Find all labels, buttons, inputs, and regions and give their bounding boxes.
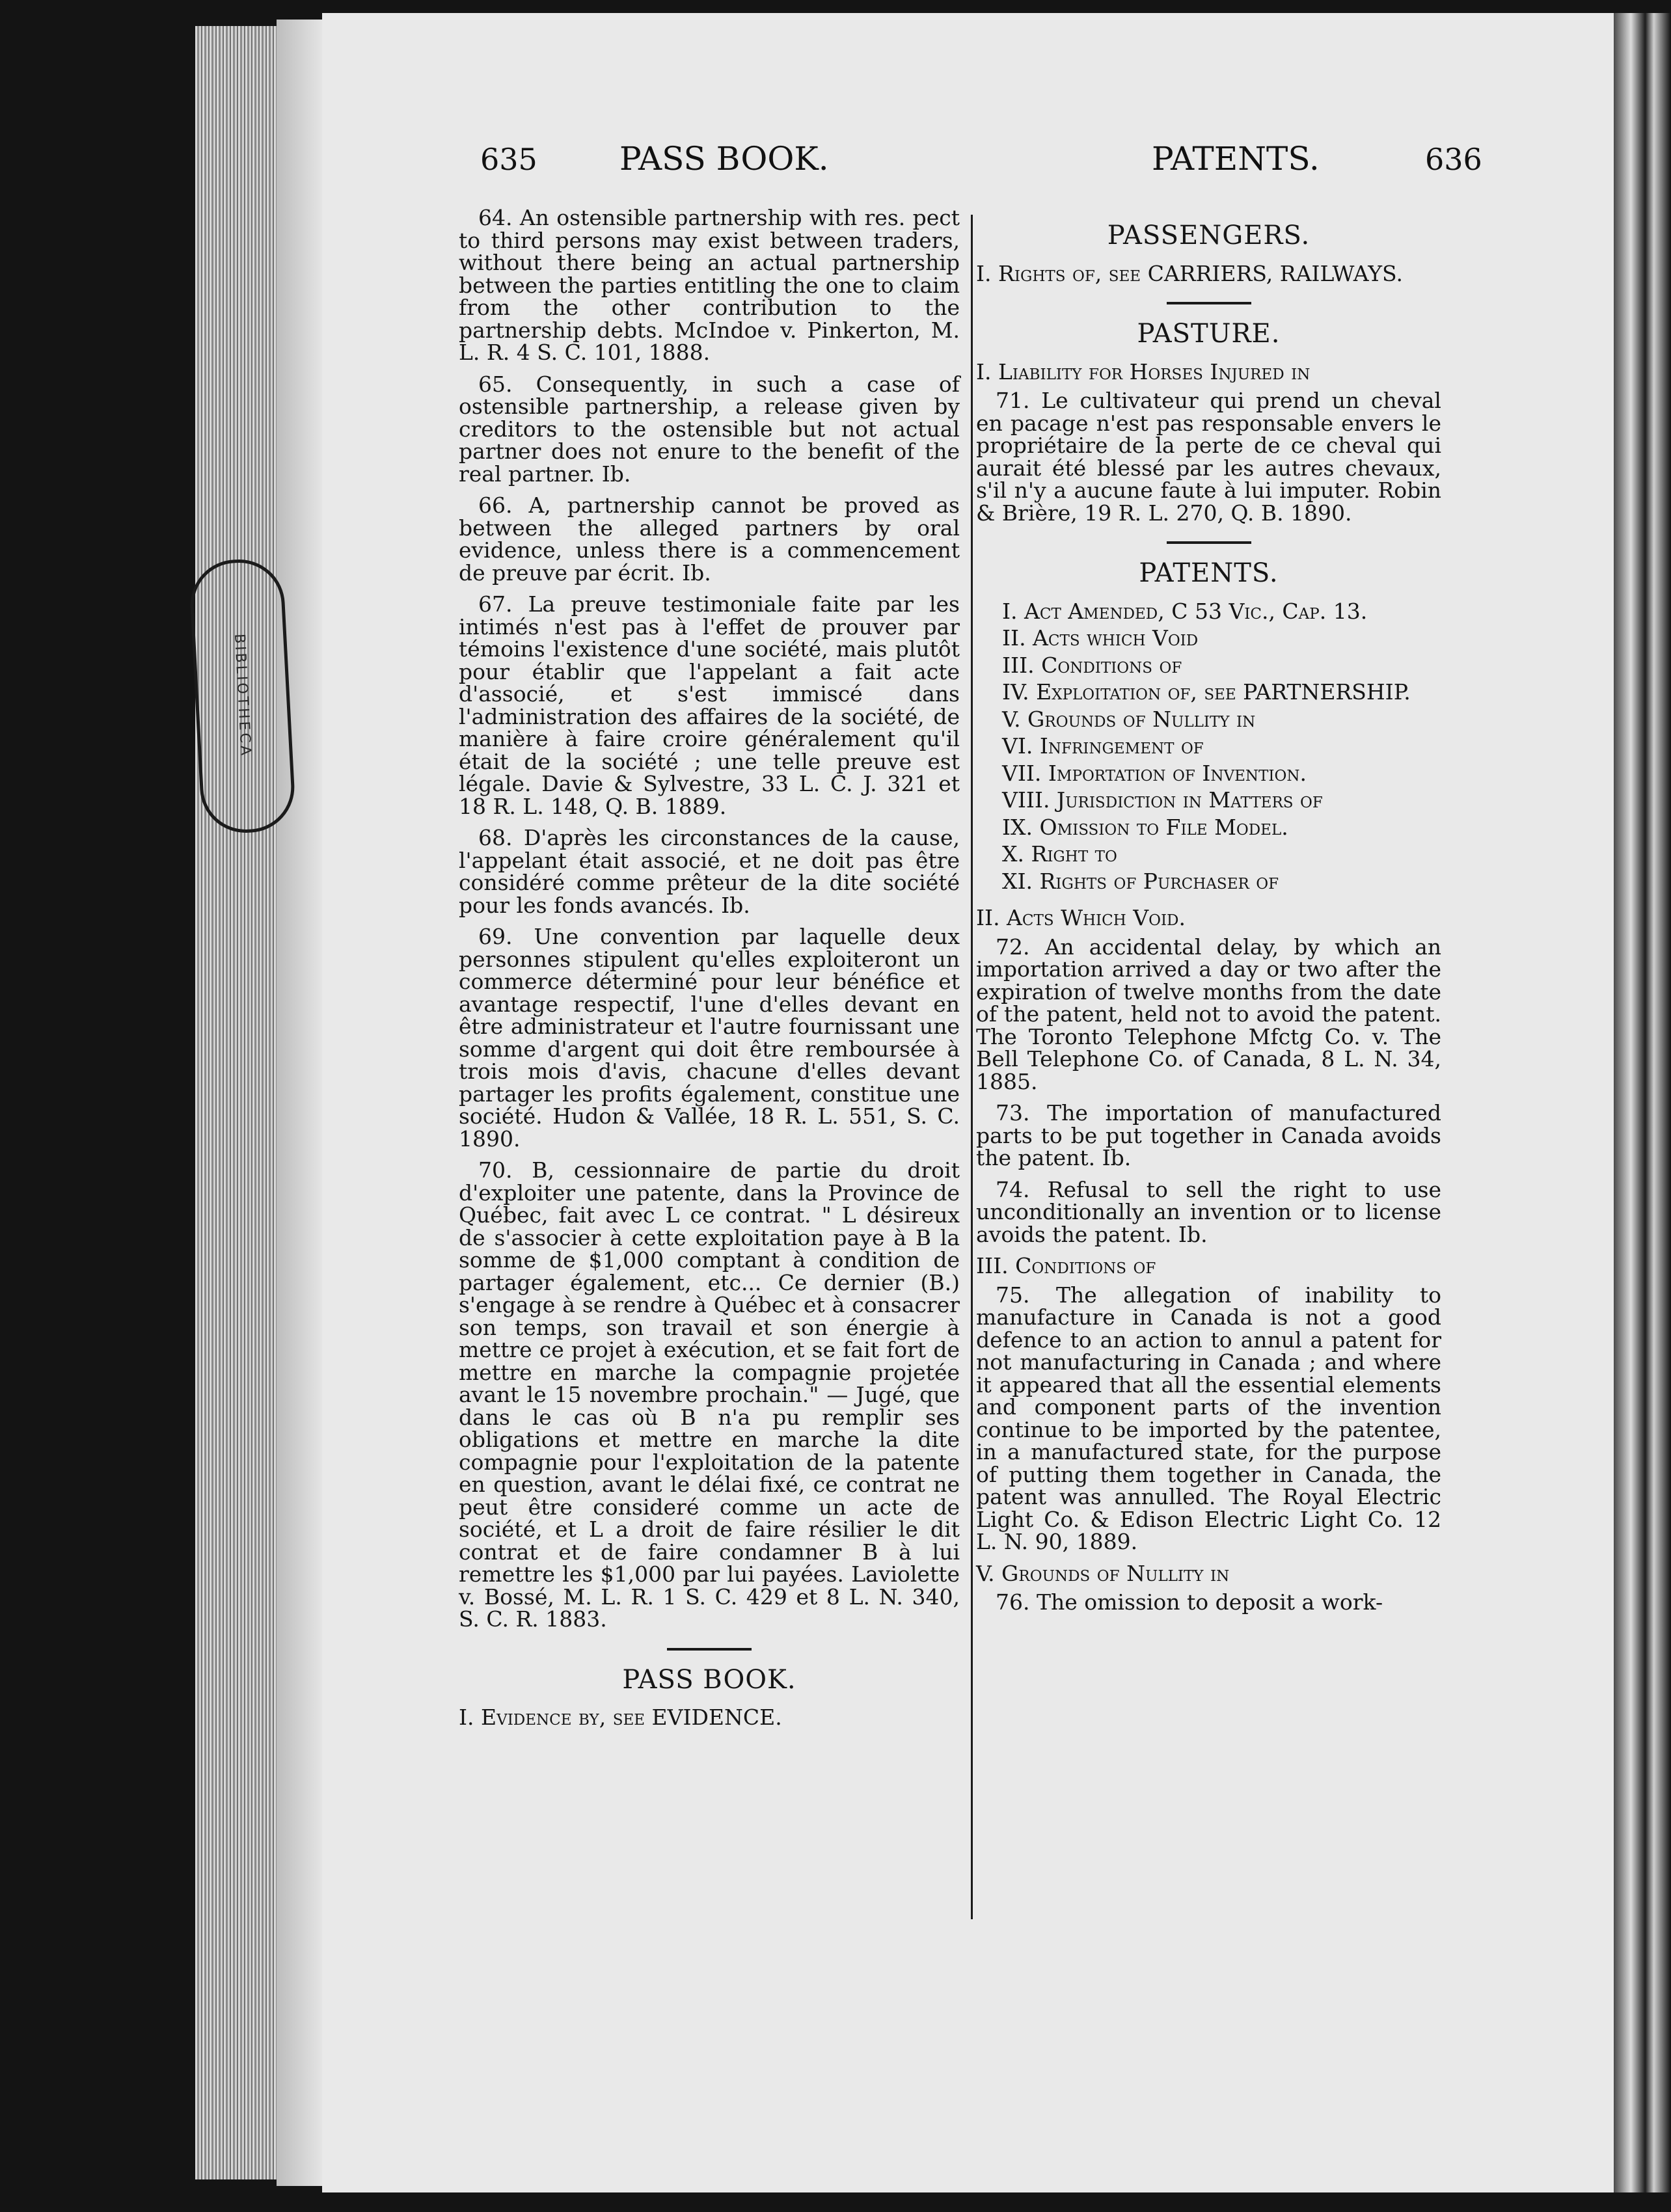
paragraph-69: 69. Une convention par laquelle deux personnes stipulent qu'elles exploiteront un commerce déterminé pour leur bénéfice et avantage respectif, l'une d'elles devant en être administrateur et l'autre fournissant une somme d'argent qui doit être remboursée à trois mois d'avis, chacune d'elles devant partager les profits également, constitue une société. Hudon & Vallée, 18 R. L. 551, S. C. 1890.: [459, 924, 960, 1152]
next-page-edge: [1614, 13, 1671, 2192]
paragraph-72: 72. An accidental delay, by which an importation arrived a day or two after the expiration of twelve months from the date of the patent, held not to avoid the patent. The Toronto Telephone Mfctg Co. v. The Bell Telephone Co. of Canada, 8 L. N. 34, 1885.: [976, 934, 1441, 1094]
index-item: XI. Rights of Purchaser of: [1002, 868, 1279, 894]
passengers-entry: I. Rights of, see CARRIERS, RAILWAYS.: [976, 260, 1403, 286]
left-running-title: PASS BOOK.: [619, 140, 829, 178]
patents-heading: PATENTS.: [1139, 558, 1279, 588]
pass-book-heading: PASS BOOK.: [622, 1664, 796, 1695]
index-item: IV. Exploitation of, see PARTNERSHIP.: [1002, 679, 1411, 705]
library-stamp: BIBLIOTHECA: [188, 557, 297, 835]
binding-gutter: [277, 20, 322, 2186]
paragraph-71: 71. Le cultivateur qui prend un cheval en pacage n'est pas responsable envers le propriétaire de la perte de ce cheval qui aurait été blessé par les autres chevaux, s'il n'y a aucune faute à lui imputer. Robin & Brière, 19 R. L. 270, Q. B. 1890.: [976, 388, 1441, 526]
paragraph-76: 76. The omission to deposit a work-: [996, 1589, 1383, 1615]
paragraph-74: 74. Refusal to sell the right to use unconditionally an invention or to license avoids the patent. Ib.: [976, 1176, 1441, 1247]
pass-book-entry: I. Evidence by, see EVIDENCE.: [459, 1705, 782, 1730]
section-rule: [1167, 541, 1251, 544]
right-page-number: 636: [1425, 142, 1482, 177]
paragraph-65: 65. Consequently, in such a case of ostensible partnership, a release given by creditors to the ostensible but not actual partner does not enure to the benefit of the real partner. Ib.: [459, 371, 960, 487]
paragraph-66: 66. A, partnership cannot be proved as between the alleged partners by oral evidence, unless there is a commencement de preuve par écrit. Ib.: [459, 492, 960, 586]
index-item: VI. Infringement of: [1002, 733, 1204, 759]
index-item: V. Grounds of Nullity in: [1002, 706, 1256, 732]
subheading-v: V. Grounds of Nullity in: [976, 1560, 1230, 1586]
section-rule: [667, 1648, 752, 1651]
right-running-title: PATENTS.: [1152, 140, 1320, 178]
paragraph-64: 64. An ostensible partnership with res. pect to third persons may exist between traders, without there being an actual partnership between the parties entitling the one to claim from the other contribution to the partnership debts. McIndoe v. Pinkerton, M. L. R. 4 S. C. 101, 1888.: [459, 205, 960, 365]
paragraph-68: 68. D'après les circonstances de la cause, l'appelant était associé, et ne doit pas être considéré comme prêteur de la dite société pour les fonds avancés. Ib.: [459, 825, 960, 918]
left-page-number: 635: [480, 142, 537, 177]
paragraph-67: 67. La preuve testimoniale faite par les intimés n'est pas à l'effet de prouver par témoins l'existence d'une société, mais plutôt pour établir que l'appelant a fait acte d'associé, et s'est immiscé dans l'administration des affaires de la société, de manière à faire croire généralement qu'il était de la société ; une telle preuve est légale. Davie & Sylvestre, 33 L. C. J. 321 et 18 R. L. 148, Q. B. 1889.: [459, 591, 960, 819]
index-item: IX. Omission to File Model.: [1002, 814, 1288, 840]
index-item: VII. Importation of Invention.: [1002, 760, 1307, 786]
index-item: VIII. Jurisdiction in Matters of: [1002, 787, 1323, 813]
passengers-heading: PASSENGERS.: [1107, 221, 1311, 250]
paragraph-70: 70. B, cessionnaire de partie du droit d'exploiter une patente, dans la Province de Québec, fait avec L ce contrat. " L désireux de s'associer à cette exploitation paye à B la somme de $1,000 comptant à condition de partager également, etc... Ce dernier (B.) s'engage à se rendre à Québec et à consacrer son temps, son travail et son énergie à mettre ce projet à exécution, et se fait fort de mettre en marche la compagnie projetée avant le 15 novembre prochain." — Jugé, que dans le cas où B n'a pu remplir ses obligations et mettre en marche la dite compagnie pour l'exploitation de la patente en question, avant le délai fixé, ce contrat ne peut être consideré comme un acte de société, et L a droit de faire résilier le dit contrat et de faire condamner B à lui remettre les $1,000 par lui payées. Laviolette v. Bossé, M. L. R. 1 S. C. 429 et 8 L. N. 340, S. C. R. 1883.: [459, 1157, 960, 1632]
index-item: II. Acts which Void: [1002, 625, 1199, 651]
section-rule: [1167, 302, 1251, 304]
pasture-entry: I. Liability for Horses Injured in: [976, 358, 1311, 384]
index-item: III. Conditions of: [1002, 652, 1182, 678]
pasture-heading: PASTURE.: [1137, 319, 1281, 349]
subheading-iii: III. Conditions of: [976, 1253, 1156, 1278]
paragraph-75: 75. The allegation of inability to manufacture in Canada is not a good defence to an action to annul a patent for not manufacturing in Canada ; and where it appeared that all the essential elements and component parts of the invention continue to be imported by the patentee, in a manufactured state, for the purpose of putting them together in Canada, the patent was annulled. The Royal Electric Light Co. & Edison Electric Light Co. 12 L. N. 90, 1889.: [976, 1282, 1441, 1554]
page-edge: [195, 26, 277, 2179]
right-column: [976, 221, 1441, 1623]
index-item: X. Right to: [1002, 841, 1117, 867]
index-item: I. Act Amended, C 53 Vic., Cap. 13.: [1002, 598, 1368, 624]
subheading-ii: II. Acts Which Void.: [976, 905, 1186, 930]
paragraph-73: 73. The importation of manufactured parts to be put together in Canada avoids the patent. Ib.: [976, 1100, 1441, 1170]
column-divider: [971, 215, 973, 1919]
patents-index: [976, 600, 1441, 893]
left-column: [459, 207, 960, 1736]
